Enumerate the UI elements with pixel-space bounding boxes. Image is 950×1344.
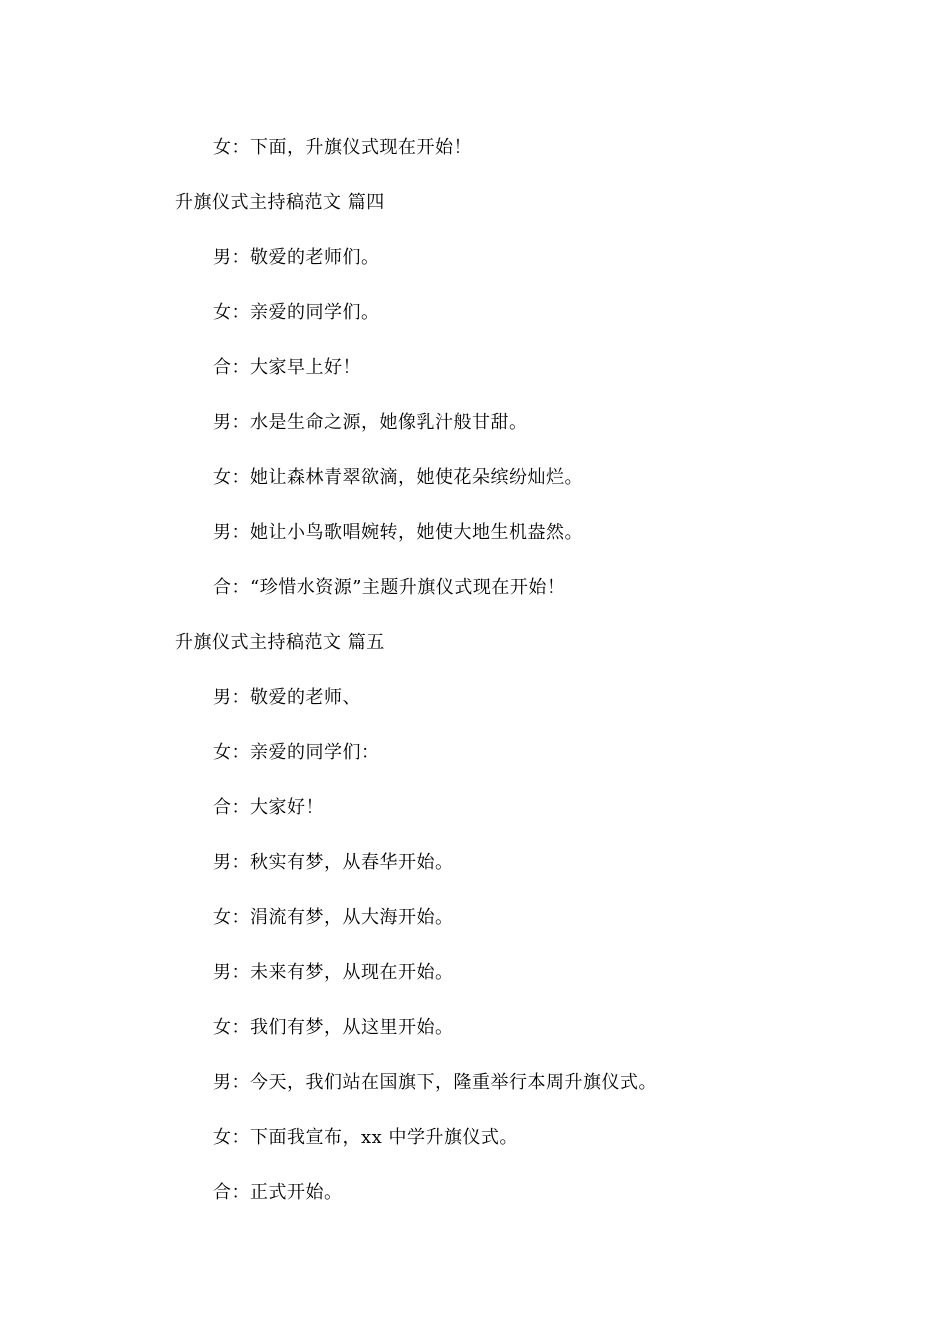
dialogue-line: 女：下面，升旗仪式现在开始！ — [213, 137, 472, 158]
dialogue-line: 男：敬爱的老师、 — [213, 687, 361, 708]
dialogue-line: 女：亲爱的同学们。 — [213, 302, 380, 323]
dialogue-line: 男：秋实有梦，从春华开始。 — [213, 852, 454, 873]
dialogue-line: 女：她让森林青翠欲滴，她使花朵缤纷灿烂。 — [213, 467, 583, 488]
dialogue-line: 男：水是生命之源，她像乳汁般甘甜。 — [213, 412, 528, 433]
dialogue-line: 男：敬爱的老师们。 — [213, 247, 380, 268]
dialogue-line: 女：涓流有梦，从大海开始。 — [213, 907, 454, 928]
dialogue-line: 合：大家早上好！ — [213, 357, 361, 378]
dialogue-line: 男：今天，我们站在国旗下，隆重举行本周升旗仪式。 — [213, 1072, 657, 1093]
section-heading-5: 升旗仪式主持稿范文 篇五 — [175, 632, 385, 653]
section-heading-4: 升旗仪式主持稿范文 篇四 — [175, 192, 385, 213]
dialogue-line: 女：我们有梦，从这里开始。 — [213, 1017, 454, 1038]
dialogue-line: 合：正式开始。 — [213, 1182, 343, 1203]
dialogue-line: 合：“珍惜水资源”主题升旗仪式现在开始！ — [213, 577, 566, 598]
dialogue-line: 女：下面我宣布，xx 中学升旗仪式。 — [213, 1127, 519, 1148]
dialogue-line: 合：大家好！ — [213, 797, 324, 818]
dialogue-line: 男：未来有梦，从现在开始。 — [213, 962, 454, 983]
dialogue-line: 男：她让小鸟歌唱婉转，她使大地生机盎然。 — [213, 522, 583, 543]
dialogue-line: 女：亲爱的同学们： — [213, 742, 380, 763]
